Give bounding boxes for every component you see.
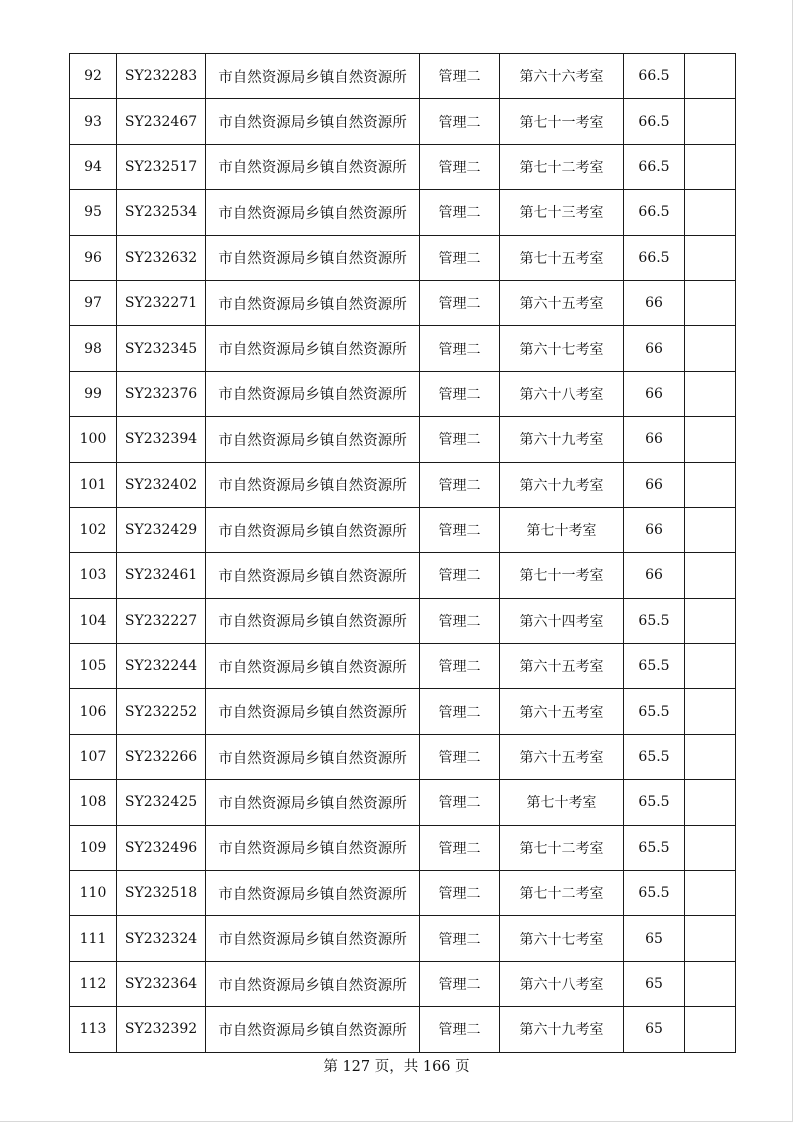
employer-unit-cell: 市自然资源局乡镇自然资源所 bbox=[206, 553, 420, 598]
exam-id-cell: SY232425 bbox=[117, 780, 206, 825]
remark-cell bbox=[685, 1007, 736, 1052]
score-cell: 66 bbox=[624, 371, 685, 416]
score-cell: 66.5 bbox=[624, 190, 685, 235]
exam-id-cell: SY232244 bbox=[117, 644, 206, 689]
employer-unit-cell: 市自然资源局乡镇自然资源所 bbox=[206, 507, 420, 552]
score-cell: 65.5 bbox=[624, 825, 685, 870]
score-cell: 66.5 bbox=[624, 99, 685, 144]
exam-id-cell: SY232517 bbox=[117, 144, 206, 189]
position-cell: 管理二 bbox=[420, 280, 500, 325]
score-cell: 66 bbox=[624, 507, 685, 552]
table-row bbox=[70, 871, 736, 916]
row-number-cell: 112 bbox=[70, 961, 117, 1006]
exam-id-cell: SY232429 bbox=[117, 507, 206, 552]
employer-unit-cell: 市自然资源局乡镇自然资源所 bbox=[206, 734, 420, 779]
position-cell: 管理二 bbox=[420, 417, 500, 462]
exam-room-cell: 第六十八考室 bbox=[500, 961, 624, 1006]
table-row bbox=[70, 462, 736, 507]
row-number-cell: 107 bbox=[70, 734, 117, 779]
row-number-cell: 99 bbox=[70, 371, 117, 416]
table-row bbox=[70, 825, 736, 870]
position-cell: 管理二 bbox=[420, 689, 500, 734]
table-row bbox=[70, 780, 736, 825]
employer-unit-cell: 市自然资源局乡镇自然资源所 bbox=[206, 371, 420, 416]
exam-id-cell: SY232227 bbox=[117, 598, 206, 643]
results-table-body bbox=[70, 54, 736, 1053]
exam-room-cell: 第六十七考室 bbox=[500, 326, 624, 371]
exam-id-cell: SY232271 bbox=[117, 280, 206, 325]
score-cell: 65.5 bbox=[624, 871, 685, 916]
row-number-cell: 102 bbox=[70, 507, 117, 552]
exam-id-cell: SY232376 bbox=[117, 371, 206, 416]
remark-cell bbox=[685, 507, 736, 552]
table-row bbox=[70, 689, 736, 734]
exam-id-cell: SY232402 bbox=[117, 462, 206, 507]
exam-room-cell: 第七十二考室 bbox=[500, 144, 624, 189]
exam-room-cell: 第七十五考室 bbox=[500, 235, 624, 280]
table-row bbox=[70, 916, 736, 961]
exam-id-cell: SY232467 bbox=[117, 99, 206, 144]
row-number-cell: 100 bbox=[70, 417, 117, 462]
position-cell: 管理二 bbox=[420, 916, 500, 961]
employer-unit-cell: 市自然资源局乡镇自然资源所 bbox=[206, 644, 420, 689]
position-cell: 管理二 bbox=[420, 371, 500, 416]
score-cell: 66 bbox=[624, 462, 685, 507]
remark-cell bbox=[685, 689, 736, 734]
remark-cell bbox=[685, 54, 736, 99]
remark-cell bbox=[685, 190, 736, 235]
remark-cell bbox=[685, 99, 736, 144]
page-number-footer: 第 127 页，共 166 页 bbox=[323, 1059, 470, 1075]
position-cell: 管理二 bbox=[420, 553, 500, 598]
employer-unit-cell: 市自然资源局乡镇自然资源所 bbox=[206, 462, 420, 507]
exam-id-cell: SY232364 bbox=[117, 961, 206, 1006]
remark-cell bbox=[685, 825, 736, 870]
exam-room-cell: 第七十三考室 bbox=[500, 190, 624, 235]
exam-room-cell: 第六十五考室 bbox=[500, 689, 624, 734]
exam-room-cell: 第六十六考室 bbox=[500, 54, 624, 99]
position-cell: 管理二 bbox=[420, 190, 500, 235]
remark-cell bbox=[685, 280, 736, 325]
table-row bbox=[70, 54, 736, 99]
employer-unit-cell: 市自然资源局乡镇自然资源所 bbox=[206, 190, 420, 235]
position-cell: 管理二 bbox=[420, 99, 500, 144]
position-cell: 管理二 bbox=[420, 644, 500, 689]
row-number-cell: 98 bbox=[70, 326, 117, 371]
exam-id-cell: SY232252 bbox=[117, 689, 206, 734]
score-cell: 66 bbox=[624, 280, 685, 325]
exam-room-cell: 第六十九考室 bbox=[500, 1007, 624, 1052]
position-cell: 管理二 bbox=[420, 54, 500, 99]
exam-id-cell: SY232461 bbox=[117, 553, 206, 598]
score-cell: 65.5 bbox=[624, 734, 685, 779]
remark-cell bbox=[685, 235, 736, 280]
score-cell: 66 bbox=[624, 326, 685, 371]
row-number-cell: 110 bbox=[70, 871, 117, 916]
remark-cell bbox=[685, 598, 736, 643]
remark-cell bbox=[685, 734, 736, 779]
row-number-cell: 94 bbox=[70, 144, 117, 189]
results-table bbox=[69, 53, 736, 1053]
position-cell: 管理二 bbox=[420, 734, 500, 779]
employer-unit-cell: 市自然资源局乡镇自然资源所 bbox=[206, 144, 420, 189]
position-cell: 管理二 bbox=[420, 144, 500, 189]
employer-unit-cell: 市自然资源局乡镇自然资源所 bbox=[206, 99, 420, 144]
score-cell: 65 bbox=[624, 1007, 685, 1052]
position-cell: 管理二 bbox=[420, 507, 500, 552]
table-row bbox=[70, 190, 736, 235]
exam-id-cell: SY232534 bbox=[117, 190, 206, 235]
table-row bbox=[70, 734, 736, 779]
remark-cell bbox=[685, 961, 736, 1006]
table-row bbox=[70, 144, 736, 189]
row-number-cell: 111 bbox=[70, 916, 117, 961]
position-cell: 管理二 bbox=[420, 235, 500, 280]
row-number-cell: 113 bbox=[70, 1007, 117, 1052]
table-row bbox=[70, 644, 736, 689]
position-cell: 管理二 bbox=[420, 825, 500, 870]
employer-unit-cell: 市自然资源局乡镇自然资源所 bbox=[206, 417, 420, 462]
employer-unit-cell: 市自然资源局乡镇自然资源所 bbox=[206, 780, 420, 825]
exam-room-cell: 第六十八考室 bbox=[500, 371, 624, 416]
remark-cell bbox=[685, 871, 736, 916]
exam-room-cell: 第七十二考室 bbox=[500, 871, 624, 916]
remark-cell bbox=[685, 553, 736, 598]
exam-room-cell: 第七十考室 bbox=[500, 507, 624, 552]
exam-room-cell: 第六十七考室 bbox=[500, 916, 624, 961]
table-row bbox=[70, 961, 736, 1006]
row-number-cell: 106 bbox=[70, 689, 117, 734]
remark-cell bbox=[685, 144, 736, 189]
remark-cell bbox=[685, 371, 736, 416]
exam-room-cell: 第七十一考室 bbox=[500, 553, 624, 598]
row-number-cell: 96 bbox=[70, 235, 117, 280]
row-number-cell: 101 bbox=[70, 462, 117, 507]
table-row bbox=[70, 507, 736, 552]
table-row bbox=[70, 235, 736, 280]
score-cell: 66 bbox=[624, 417, 685, 462]
position-cell: 管理二 bbox=[420, 598, 500, 643]
score-cell: 65.5 bbox=[624, 689, 685, 734]
employer-unit-cell: 市自然资源局乡镇自然资源所 bbox=[206, 961, 420, 1006]
position-cell: 管理二 bbox=[420, 780, 500, 825]
score-cell: 65.5 bbox=[624, 780, 685, 825]
row-number-cell: 93 bbox=[70, 99, 117, 144]
employer-unit-cell: 市自然资源局乡镇自然资源所 bbox=[206, 280, 420, 325]
employer-unit-cell: 市自然资源局乡镇自然资源所 bbox=[206, 871, 420, 916]
row-number-cell: 97 bbox=[70, 280, 117, 325]
exam-id-cell: SY232266 bbox=[117, 734, 206, 779]
exam-id-cell: SY232345 bbox=[117, 326, 206, 371]
score-cell: 65.5 bbox=[624, 644, 685, 689]
employer-unit-cell: 市自然资源局乡镇自然资源所 bbox=[206, 598, 420, 643]
exam-room-cell: 第六十五考室 bbox=[500, 734, 624, 779]
row-number-cell: 109 bbox=[70, 825, 117, 870]
position-cell: 管理二 bbox=[420, 1007, 500, 1052]
row-number-cell: 105 bbox=[70, 644, 117, 689]
exam-id-cell: SY232496 bbox=[117, 825, 206, 870]
row-number-cell: 95 bbox=[70, 190, 117, 235]
exam-room-cell: 第六十四考室 bbox=[500, 598, 624, 643]
exam-id-cell: SY232394 bbox=[117, 417, 206, 462]
employer-unit-cell: 市自然资源局乡镇自然资源所 bbox=[206, 54, 420, 99]
employer-unit-cell: 市自然资源局乡镇自然资源所 bbox=[206, 235, 420, 280]
employer-unit-cell: 市自然资源局乡镇自然资源所 bbox=[206, 825, 420, 870]
exam-room-cell: 第七十考室 bbox=[500, 780, 624, 825]
remark-cell bbox=[685, 326, 736, 371]
position-cell: 管理二 bbox=[420, 871, 500, 916]
row-number-cell: 92 bbox=[70, 54, 117, 99]
score-cell: 65 bbox=[624, 961, 685, 1006]
score-cell: 66.5 bbox=[624, 144, 685, 189]
table-row bbox=[70, 326, 736, 371]
exam-room-cell: 第六十九考室 bbox=[500, 462, 624, 507]
score-cell: 66.5 bbox=[624, 54, 685, 99]
table-row bbox=[70, 1007, 736, 1052]
table-row bbox=[70, 280, 736, 325]
table-row bbox=[70, 553, 736, 598]
row-number-cell: 104 bbox=[70, 598, 117, 643]
table-row bbox=[70, 99, 736, 144]
remark-cell bbox=[685, 462, 736, 507]
exam-id-cell: SY232392 bbox=[117, 1007, 206, 1052]
remark-cell bbox=[685, 417, 736, 462]
table-row bbox=[70, 417, 736, 462]
exam-room-cell: 第七十一考室 bbox=[500, 99, 624, 144]
remark-cell bbox=[685, 916, 736, 961]
row-number-cell: 108 bbox=[70, 780, 117, 825]
exam-room-cell: 第七十二考室 bbox=[500, 825, 624, 870]
employer-unit-cell: 市自然资源局乡镇自然资源所 bbox=[206, 916, 420, 961]
score-cell: 65.5 bbox=[624, 598, 685, 643]
exam-id-cell: SY232324 bbox=[117, 916, 206, 961]
employer-unit-cell: 市自然资源局乡镇自然资源所 bbox=[206, 689, 420, 734]
exam-id-cell: SY232632 bbox=[117, 235, 206, 280]
score-cell: 66 bbox=[624, 553, 685, 598]
exam-id-cell: SY232518 bbox=[117, 871, 206, 916]
score-cell: 66.5 bbox=[624, 235, 685, 280]
position-cell: 管理二 bbox=[420, 326, 500, 371]
table-row bbox=[70, 598, 736, 643]
position-cell: 管理二 bbox=[420, 961, 500, 1006]
exam-room-cell: 第六十九考室 bbox=[500, 417, 624, 462]
position-cell: 管理二 bbox=[420, 462, 500, 507]
exam-id-cell: SY232283 bbox=[117, 54, 206, 99]
score-cell: 65 bbox=[624, 916, 685, 961]
remark-cell bbox=[685, 780, 736, 825]
employer-unit-cell: 市自然资源局乡镇自然资源所 bbox=[206, 326, 420, 371]
table-row bbox=[70, 371, 736, 416]
employer-unit-cell: 市自然资源局乡镇自然资源所 bbox=[206, 1007, 420, 1052]
remark-cell bbox=[685, 644, 736, 689]
row-number-cell: 103 bbox=[70, 553, 117, 598]
exam-room-cell: 第六十五考室 bbox=[500, 280, 624, 325]
exam-room-cell: 第六十五考室 bbox=[500, 644, 624, 689]
